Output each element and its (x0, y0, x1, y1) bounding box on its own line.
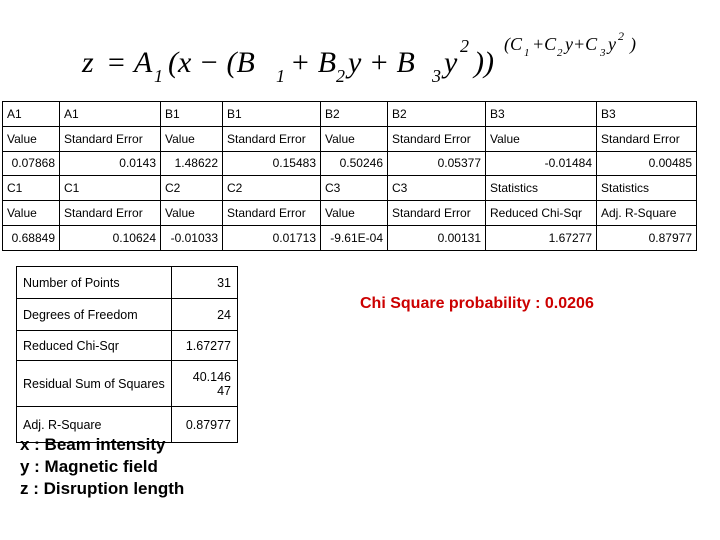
formula-exp-y-sq: 2 (618, 29, 624, 43)
variable-legend (20, 434, 184, 500)
params-cell: Reduced Chi-Sqr (486, 201, 597, 226)
stats-value: 31 (172, 267, 238, 299)
params-cell: Standard Error (60, 126, 161, 151)
formula-part3: y + B (348, 46, 415, 79)
formula-exp-y: y (608, 34, 616, 54)
params-cell: 0.68849 (3, 225, 60, 250)
formula-part1: (x − (B (168, 46, 255, 79)
params-cell: 0.87977 (597, 225, 697, 250)
params-cell: 0.01713 (223, 225, 321, 250)
parameters-table (2, 101, 697, 251)
formula-part2: + B (290, 46, 337, 79)
params-cell: 1.48622 (161, 151, 223, 176)
formula-y: y (444, 46, 458, 79)
params-cell: Statistics (486, 176, 597, 201)
params-cell: A1 (3, 102, 60, 127)
stats-value: 1.67277 (172, 331, 238, 361)
params-cell: Standard Error (388, 201, 486, 226)
params-cell: Standard Error (597, 126, 697, 151)
formula-close: )) (474, 46, 494, 79)
stats-label: Number of Points (17, 267, 172, 299)
params-cell: Statistics (597, 176, 697, 201)
params-cell: C2 (161, 176, 223, 201)
params-cell: Value (3, 126, 60, 151)
formula-eq: = (106, 46, 127, 79)
params-cell: Value (486, 126, 597, 151)
params-cell: C2 (223, 176, 321, 201)
params-cell: C3 (388, 176, 486, 201)
stats-row (17, 299, 238, 331)
params-cell: Value (3, 201, 60, 226)
stats-label: Adj. R-Square (17, 407, 172, 443)
stats-row (17, 267, 238, 299)
legend-y: y : Magnetic field (20, 457, 158, 476)
stats-label: Residual Sum of Squares (17, 361, 172, 407)
params-row (3, 176, 697, 201)
params-cell: B2 (388, 102, 486, 127)
params-cell: 0.05377 (388, 151, 486, 176)
params-cell: Adj. R-Square (597, 201, 697, 226)
params-row (3, 201, 697, 226)
params-cell: C3 (321, 176, 388, 201)
statistics-table (16, 266, 238, 443)
params-cell: B1 (161, 102, 223, 127)
params-cell: Value (161, 126, 223, 151)
params-cell: 0.15483 (223, 151, 321, 176)
formula-svg (82, 30, 682, 90)
params-cell: B2 (321, 102, 388, 127)
stats-label: Degrees of Freedom (17, 299, 172, 331)
params-cell: C1 (60, 176, 161, 201)
formula-b3-sub: 3 (432, 66, 441, 86)
params-cell: Value (321, 126, 388, 151)
params-cell: Standard Error (60, 201, 161, 226)
params-cell: 0.00485 (597, 151, 697, 176)
fit-formula (82, 30, 682, 90)
params-cell: B3 (597, 102, 697, 127)
formula-z: z (82, 46, 94, 79)
formula-b1-sub: 1 (276, 66, 285, 86)
formula-exp-c2: +C (532, 34, 557, 54)
stats-value: 0.87977 (172, 407, 238, 443)
stats-value: 40.146 47 (172, 361, 238, 407)
params-cell: -0.01484 (486, 151, 597, 176)
params-cell: B3 (486, 102, 597, 127)
params-cell: 0.10624 (60, 225, 161, 250)
chi-square-probability: Chi Square probability : 0.0206 (360, 295, 594, 312)
params-cell: C1 (3, 176, 60, 201)
stats-label: Reduced Chi-Sqr (17, 331, 172, 361)
formula-exp-close: ) (630, 34, 636, 54)
stats-value: 24 (172, 299, 238, 331)
params-row (3, 225, 697, 250)
formula-c1-sub: 1 (524, 47, 530, 59)
params-cell: 0.00131 (388, 225, 486, 250)
params-row (3, 151, 697, 176)
formula-a-sub: 1 (154, 66, 163, 86)
params-row (3, 102, 697, 127)
params-cell: Standard Error (223, 201, 321, 226)
params-cell: Standard Error (223, 126, 321, 151)
formula-c2-sub: 2 (557, 47, 563, 59)
formula-exp-c: (C (504, 34, 522, 54)
params-cell: -9.61E-04 (321, 225, 388, 250)
params-cell: Standard Error (388, 126, 486, 151)
stats-row (17, 331, 238, 361)
params-cell: Value (161, 201, 223, 226)
formula-exp-c3: y+C (565, 34, 598, 54)
params-row (3, 126, 697, 151)
params-cell: 1.67277 (486, 225, 597, 250)
formula-y-sq: 2 (460, 36, 469, 56)
legend-z: z : Disruption length (20, 479, 185, 498)
stats-row (17, 361, 238, 407)
params-cell: 0.50246 (321, 151, 388, 176)
formula-c3-sub: 3 (600, 47, 606, 59)
params-cell: B1 (223, 102, 321, 127)
params-cell: -0.01033 (161, 225, 223, 250)
params-cell: 0.07868 (3, 151, 60, 176)
formula-a: A (134, 46, 153, 79)
formula-b2-sub: 2 (336, 66, 345, 86)
legend-x: x : Beam intensity (20, 435, 166, 454)
params-cell: 0.0143 (60, 151, 161, 176)
params-cell: A1 (60, 102, 161, 127)
params-cell: Value (321, 201, 388, 226)
